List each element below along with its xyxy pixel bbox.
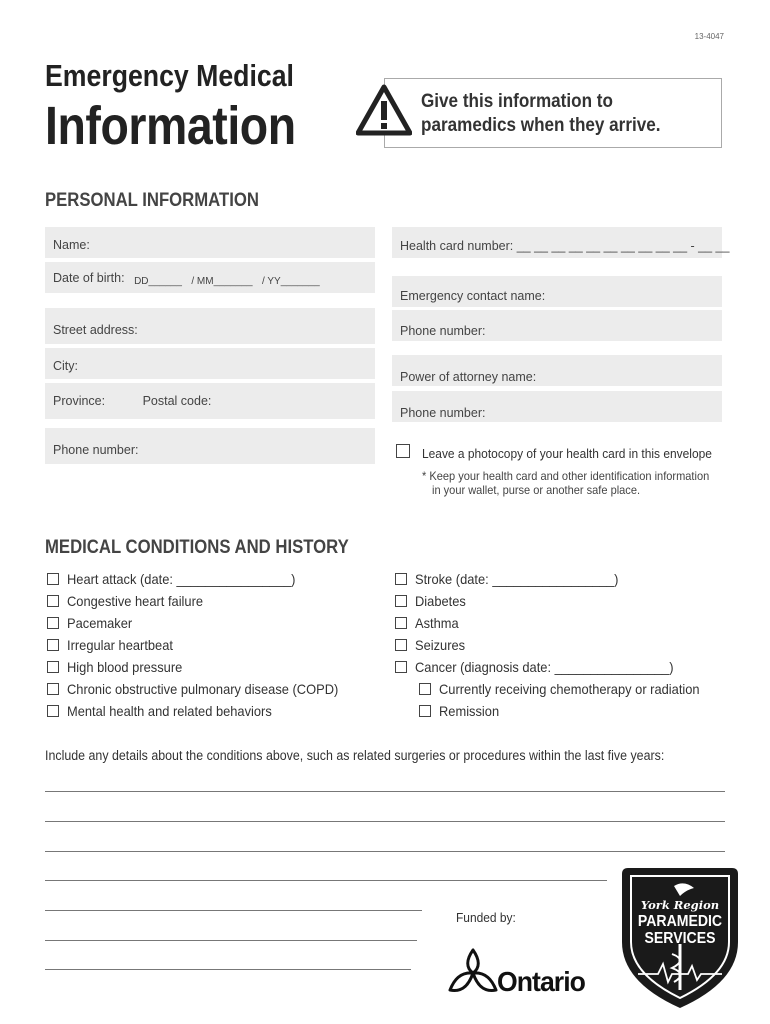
condition-checkbox[interactable]: [47, 683, 59, 695]
condition-item[interactable]: [395, 637, 469, 653]
poa-phone-field[interactable]: [392, 391, 722, 422]
cancer-sub-checkbox[interactable]: [419, 705, 431, 717]
condition-checkbox[interactable]: [395, 661, 407, 673]
cancer-sub-item[interactable]: [419, 681, 722, 697]
warning-icon: [356, 84, 412, 136]
emergency-phone-field[interactable]: [392, 310, 722, 341]
province-label: Province:: [53, 394, 106, 408]
condition-label: Asthma: [415, 615, 459, 631]
health-card-field[interactable]: [392, 227, 730, 258]
condition-label: Irregular heartbeat: [67, 637, 173, 653]
condition-checkbox[interactable]: [395, 639, 407, 651]
postal-code-label: Postal code:: [142, 394, 212, 408]
condition-checkbox[interactable]: [47, 705, 59, 717]
badge-york-region: York Region: [640, 898, 720, 912]
phone-label: Phone number:: [53, 443, 139, 457]
emergency-contact-field[interactable]: [392, 276, 722, 307]
details-line-2[interactable]: [45, 821, 725, 822]
condition-item[interactable]: [47, 637, 182, 653]
condition-label: Mental health and related behaviors: [67, 703, 272, 719]
condition-item[interactable]: [47, 615, 138, 631]
condition-checkbox[interactable]: [47, 573, 59, 585]
health-card-label: Health card number: __ __ __ __ __ __ __ __ __ __ - __ __: [400, 239, 730, 253]
dob-mm: / MM_______: [191, 276, 253, 287]
ontario-trillium-icon: [446, 946, 500, 1000]
form-code: 13-4047: [694, 32, 724, 41]
cancer-sub-item[interactable]: [419, 703, 504, 719]
condition-item[interactable]: [395, 593, 470, 609]
condition-checkbox[interactable]: [47, 617, 59, 629]
warning-line-1: Give this information to: [421, 91, 613, 112]
dob-field[interactable]: [45, 262, 375, 293]
warning-line-2: paramedics when they arrive.: [421, 115, 661, 136]
emergency-phone-label: Phone number:: [400, 324, 486, 338]
warning-text: [421, 90, 661, 138]
condition-checkbox[interactable]: [47, 639, 59, 651]
details-prompt: Include any details about the conditions above, such as related surgeries or procedures within the last five years:: [45, 748, 665, 763]
condition-label: Cancer (diagnosis date: ________________): [415, 659, 674, 675]
condition-item[interactable]: [395, 615, 462, 631]
dob-label: Date of birth:: [53, 271, 125, 285]
details-line-6[interactable]: [45, 940, 417, 941]
emergency-contact-label: Emergency contact name:: [400, 289, 546, 303]
ontario-wordmark: Ontario: [497, 966, 585, 997]
funded-by-label: Funded by:: [456, 910, 516, 925]
dob-yy: / YY_______: [262, 276, 320, 287]
condition-label: Chronic obstructive pulmonary disease (COPD): [67, 681, 339, 697]
cancer-sub-label: Currently receiving chemotherapy or radiation: [439, 681, 700, 697]
condition-checkbox[interactable]: [395, 617, 407, 629]
paramedic-badge: [618, 862, 742, 1010]
poa-name-field[interactable]: [392, 355, 722, 386]
cancer-sub-checkbox[interactable]: [419, 683, 431, 695]
condition-checkbox[interactable]: [47, 661, 59, 673]
condition-label: High blood pressure: [67, 659, 183, 675]
title-line-2: Information: [45, 96, 296, 156]
street-label: Street address:: [53, 323, 138, 337]
details-line-4[interactable]: [45, 880, 607, 881]
poa-phone-label: Phone number:: [400, 406, 486, 420]
condition-item[interactable]: [47, 593, 215, 609]
note-line-1: * Keep your health card and other identification information: [422, 469, 710, 483]
city-label: City:: [53, 359, 78, 373]
badge-paramedic: PARAMEDIC: [637, 913, 723, 930]
condition-label: Congestive heart failure: [67, 593, 204, 609]
photocopy-label: Leave a photocopy of your health card in this envelope: [422, 446, 712, 461]
city-field[interactable]: [45, 348, 375, 379]
condition-item[interactable]: [47, 681, 362, 697]
condition-item[interactable]: [395, 659, 696, 675]
condition-item[interactable]: [47, 571, 315, 587]
title-line-1: Emergency Medical: [45, 58, 294, 93]
street-field[interactable]: [45, 308, 375, 344]
dob-dd: DD______: [134, 276, 182, 287]
name-field[interactable]: [45, 227, 375, 258]
medical-heading: MEDICAL CONDITIONS AND HISTORY: [45, 537, 349, 558]
condition-item[interactable]: [47, 703, 290, 719]
condition-label: Stroke (date: _________________): [415, 571, 619, 587]
note-line-2: in your wallet, purse or another safe place.: [432, 483, 641, 497]
cancer-sub-label: Remission: [439, 703, 500, 719]
badge-services: SERVICES: [644, 930, 716, 947]
condition-label: Seizures: [415, 637, 466, 653]
condition-item[interactable]: [47, 659, 192, 675]
condition-checkbox[interactable]: [395, 595, 407, 607]
condition-checkbox[interactable]: [47, 595, 59, 607]
condition-label: Heart attack (date: ________________): [67, 571, 296, 587]
details-line-5[interactable]: [45, 910, 422, 911]
condition-checkbox[interactable]: [395, 573, 407, 585]
personal-heading: PERSONAL INFORMATION: [45, 190, 259, 211]
details-line-1[interactable]: [45, 791, 725, 792]
condition-item[interactable]: [395, 571, 636, 587]
name-label: Name:: [53, 238, 90, 252]
details-line-7[interactable]: [45, 969, 411, 970]
details-line-3[interactable]: [45, 851, 725, 852]
province-postal-field[interactable]: [45, 383, 375, 419]
phone-field[interactable]: [45, 428, 375, 464]
condition-label: Diabetes: [415, 593, 466, 609]
photocopy-checkbox[interactable]: [396, 444, 410, 458]
condition-label: Pacemaker: [67, 615, 133, 631]
poa-name-label: Power of attorney name:: [400, 370, 537, 384]
